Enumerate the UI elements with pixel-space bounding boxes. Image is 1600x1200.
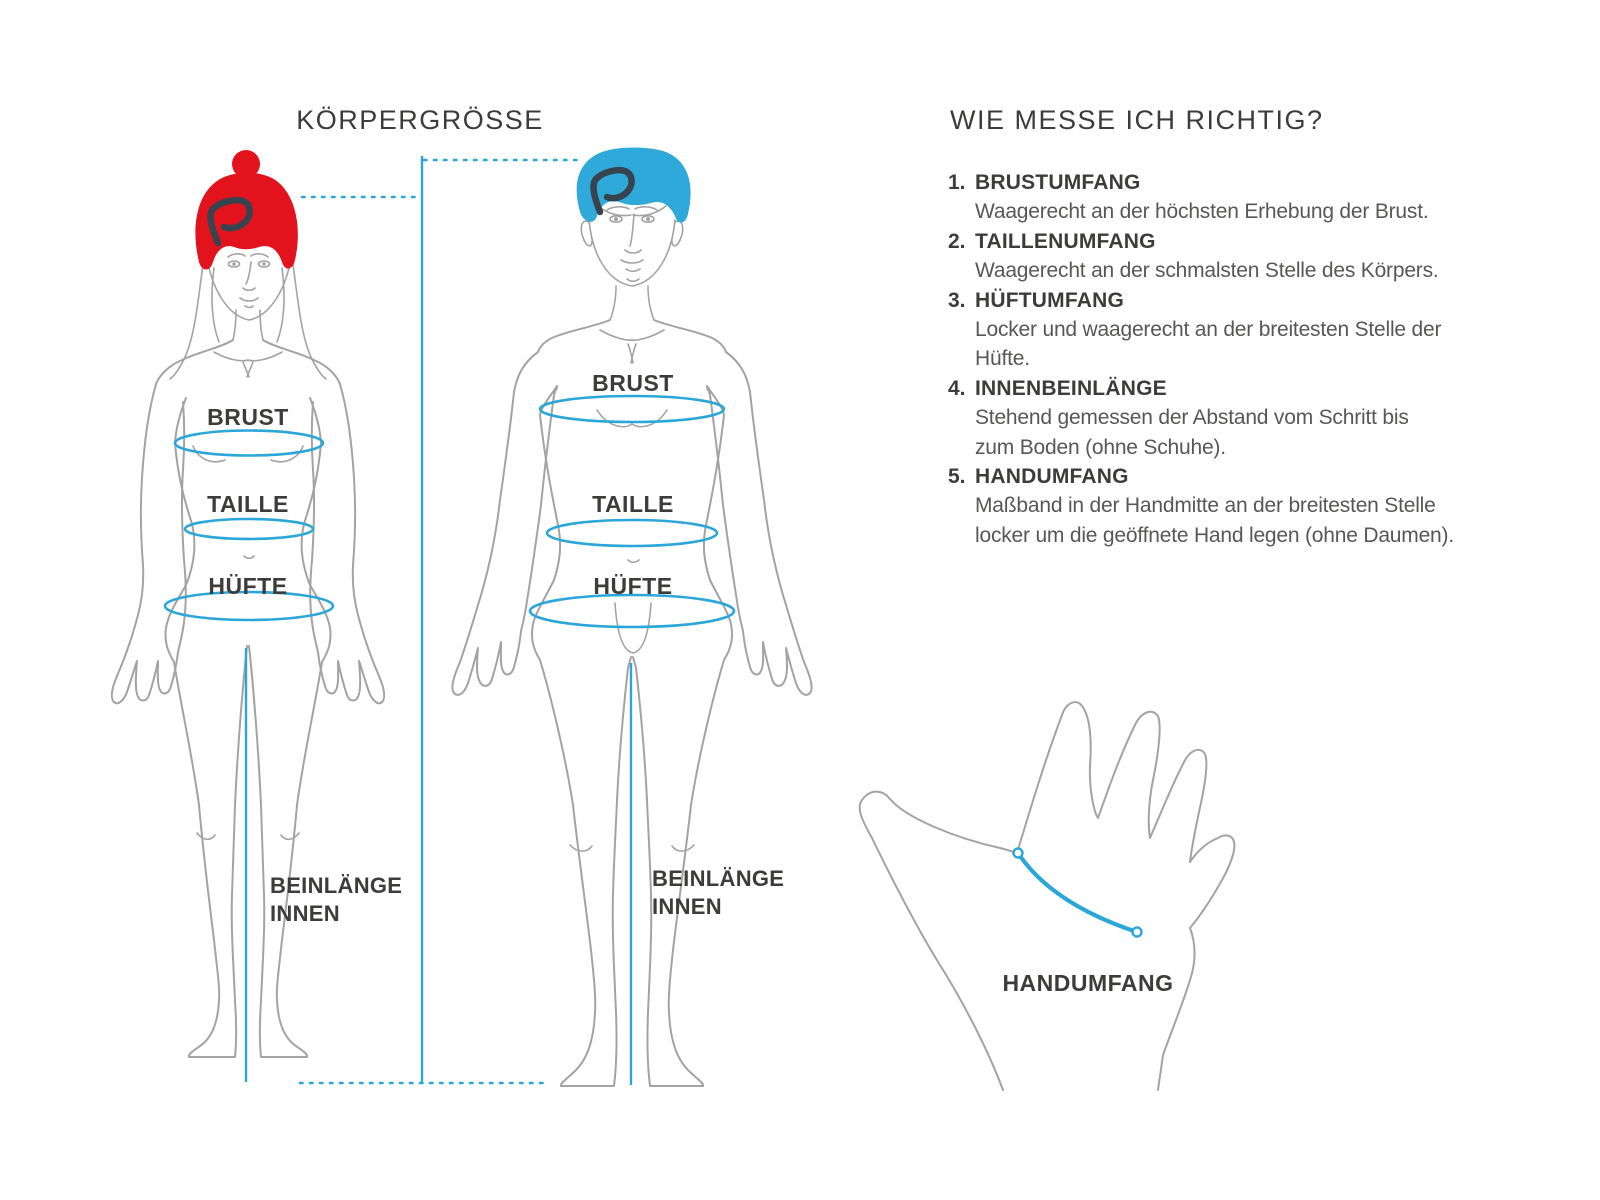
male-waist-label: TAILLE — [592, 491, 674, 517]
item-description: Stehend gemessen der Abstand vom Schritt bis zum Boden (ohne Schuhe). — [975, 406, 1409, 459]
item-label: HANDUMFANG — [975, 465, 1129, 489]
item-label: INNENBEINLÄNGE — [975, 376, 1167, 400]
female-waist-ellipse — [185, 519, 313, 539]
list-item — [948, 374, 1508, 462]
item-number: 5. — [948, 465, 966, 489]
item-label: BRUSTUMFANG — [975, 171, 1141, 194]
item-number: 3. — [948, 288, 966, 312]
female-inseam-label: BEINLÄNGE INNEN — [270, 873, 403, 926]
hand-illustration — [860, 702, 1235, 1090]
hand-circumference-label: HANDUMFANG — [1002, 970, 1174, 996]
measuring-instructions-list — [948, 168, 1508, 550]
item-number: 1. — [948, 171, 966, 194]
item-description: Locker und waagerecht an der breitesten Stelle der Hüfte. — [975, 318, 1442, 371]
item-description: Waagerecht an der schmalsten Stelle des Körpers. — [975, 259, 1439, 283]
hand-circumference-line — [1018, 853, 1137, 932]
body-size-title: KÖRPERGRÖSSE — [296, 105, 544, 135]
male-waist-ellipse — [547, 520, 717, 546]
item-label: HÜFTUMFANG — [975, 288, 1124, 312]
item-number: 4. — [948, 376, 966, 400]
female-chest-ellipse — [175, 431, 323, 456]
how-to-measure-title: WIE MESSE ICH RICHTIG? — [950, 105, 1324, 135]
blue-beanie — [577, 148, 691, 223]
list-item — [948, 227, 1508, 286]
item-label: TAILLENUMFANG — [975, 229, 1156, 253]
list-item — [948, 462, 1508, 550]
female-waist-label: TAILLE — [207, 491, 289, 517]
item-number: 2. — [948, 229, 966, 253]
item-description: Waagerecht an der höchsten Erhebung der Brust. — [975, 200, 1429, 224]
male-chest-label: BRUST — [592, 370, 674, 396]
male-chest-ellipse — [540, 396, 724, 422]
female-chest-label: BRUST — [207, 404, 289, 430]
female-hip-label: HÜFTE — [208, 573, 288, 599]
list-item — [948, 286, 1508, 374]
item-description: Maßband in der Handmitte an der breitesten Stelle locker um die geöffnete Hand legen (ohne Daumen). — [975, 494, 1454, 547]
list-item — [948, 168, 1508, 227]
male-inseam-label: BEINLÄNGE INNEN — [652, 866, 785, 919]
male-hip-label: HÜFTE — [593, 573, 673, 599]
red-beanie — [195, 150, 297, 270]
